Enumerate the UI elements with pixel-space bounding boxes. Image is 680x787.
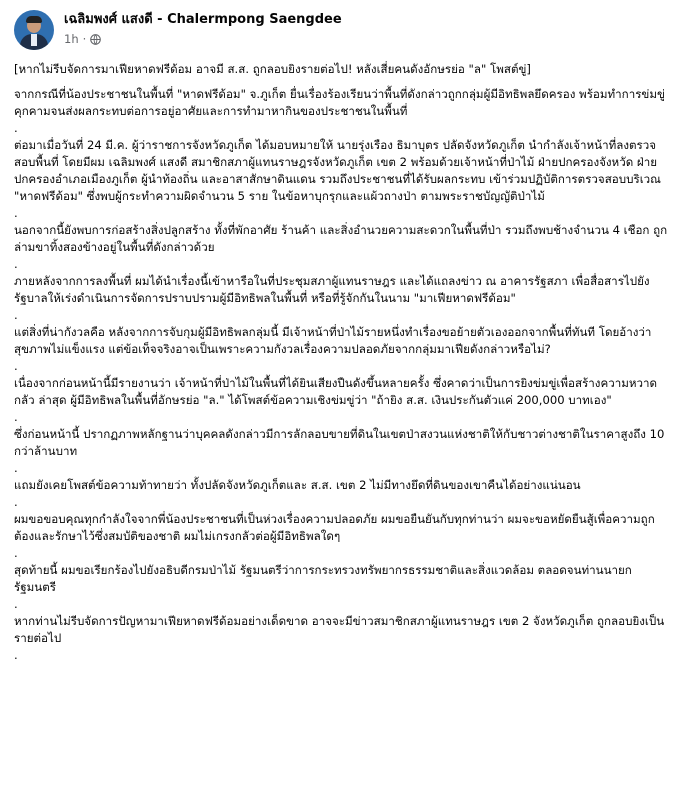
post-paragraph: ภายหลังจากการลงพื้นที่ ผมได้นำเรื่องนี้เข้าหารือในที่ประชุมสภาผู้แทนราษฎร และได้แถลงข่าว ณ อาคารรัฐสภา เพื่อสื่อสารไปยังรัฐบาลให้เร่งดำเนินการจัดการปราบปรามผู้มีอิทธิพลในพื้นที่ หรือที่รู้จักกันในนาม "มาเฟียหาดฟรีด้อม" [14,274,650,305]
separator-dot: . [14,461,18,475]
post-meta [64,10,342,46]
separator-dot: . [14,597,18,611]
post-paragraph: ซึ่งก่อนหน้านี้ ปรากฏภาพหลักฐานว่าบุคคลดังกล่าวมีการลักลอบขายที่ดินในเขตป่าสงวนแห่งชาติให้กับชาวต่างชาติในราคาสูงถึง 10 กว่าล้านบาท [14,427,665,458]
post-paragraph: ต่อมาเมื่อวันที่ 24 มี.ค. ผู้ว่าราชการจังหวัดภูเก็ต ได้มอบหมายให้ นายรุ่งเรือง ธิมาบุตร ปลัดจังหวัดภูเก็ต นำกำลังเจ้าหน้าที่ลงตรวจสอบพื้นที่ โดยมีผม เฉลิมพงศ์ แสงดี สมาชิกสภาผู้แทนราษฎรจังหวัดภูเก็ต เขต 2 พร้อมด้วยเจ้าหน้าที่ป่าไม้ ฝ่ายปกครองจังหวัด ฝ่ายปกครองอำเภอเมืองภูเก็ต ผู้นำท้องถิ่น และอาสาสักษาดินแดน รวมถึงประชาชนที่ได้รับผลกระทบ เข้าร่วมปฏิบัติการตรวจสอบบริเวณ "หาดฟรีด้อม" ซึ่งพบผู้กระทำความผิดจำนวน 5 ราย ในข้อหาบุกรุกและแผ้วถางป่า ตามพระราชบัญญัติป่าไม้ [14,138,661,203]
post-paragraph: หากท่านไม่รีบจัดการปัญหามาเฟียหาดฟรีด้อมอย่างเด็ดขาด อาจจะมีข่าวสมาชิกสภาผู้แทนราษฎร เขต 2 จังหวัดภูเก็ต ถูกลอบยิงเป็นรายต่อไป [14,614,665,645]
post-paragraph: เนื่องจากก่อนหน้านี้มีรายงานว่า เจ้าหน้าที่ป่าไม้ในพื้นที่ได้ยินเสียงปืนดังขึ้นหลายครั้ง ซึ่งคาดว่าเป็นการยิงข่มขู่เพื่อสร้างความหวาดกลัว ล่าสุด ผู้มีอิทธิพลในพื้นที่อักษรย่อ "ล." ได้โพสต์ข้อความเชิงข่มขู่ว่า "ถ้ายิง ส.ส. เงินประกันตัวแค่ 200,000 บาทเอง" [14,376,658,407]
separator-dot: . [14,410,18,424]
post-paragraph: สุดท้ายนี้ ผมขอเรียกร้องไปยังอธิบดีกรมป่าไม้ รัฐมนตรีว่าการกระทรวงทรัพยากรธรรมชาติและสิ่งแวดล้อม ตลอดจนท่านนายกรัฐมนตรี [14,563,632,594]
post-paragraph: แถมยังเคยโพสต์ข้อความท้าทายว่า ทั้งปลัดจังหวัดภูเก็ตและ ส.ส. เขต 2 ไม่มีทางยึดที่ดินของเขาคืนได้อย่างแน่นอน [14,478,581,492]
separator-dot: . [14,359,18,373]
author-name[interactable]: เฉลิมพงศ์ แสงดี - Chalermpong Saengdee [64,12,342,27]
separator-dot: . [14,257,18,271]
post-subline [64,32,342,46]
separator-dot: . [14,206,18,220]
post-paragraph: ผมขอขอบคุณทุกกำลังใจจากพี่น้องประชาชนที่เป็นห่วงเรื่องความปลอดภัย ผมขอยืนยันกับทุกท่านว่า ผมจะขอหยัดยืนสู้เพื่อความถูกต้องและรักษาไว้ซึ่งสมบัติของชาติ ผมไม่เกรงกลัวต่อผู้มีอิทธิพลใดๆ [14,512,655,543]
separator-dot: . [14,546,18,560]
separator-dot: . [14,121,18,135]
author-avatar[interactable] [14,10,54,50]
globe-icon[interactable] [90,34,101,45]
separator-dot: . [14,648,18,662]
post-paragraph: จากกรณีที่น้องประชาชนในพื้นที่ "หาดฟรีด้อม" จ.ภูเก็ต ยื่นเรื่องร้องเรียนว่าพื้นที่ดังกล่าวถูกกลุ่มผู้มีอิทธิพลยึดครอง พร้อมทำการข่มขู่คุกคามจนส่งผลกระทบต่อการอยู่อาศัยและการทำมาหากินของประชาชนในพื้นที่ [14,87,665,118]
post-body [14,61,670,664]
post-paragraph: นอกจากนี้ยังพบการก่อสร้างสิ่งปลูกสร้าง ทั้งที่พักอาศัย ร้านค้า และสิ่งอำนวยความสะดวกในพื้นที่ป่า รวมถึงพบช้างจำนวน 4 เชือก ถูกล่ามขาทิ้งสองข้างอยู่ในพื้นที่ดังกล่าวด้วย [14,223,668,254]
post-header [14,10,342,50]
meta-dot: · [82,32,87,46]
post-headline: [หากไม่รีบจัดการมาเฟียหาดฟรีด้อม อาจมี ส.ส. ถูกลอบยิงรายต่อไป! หลังเสี่ยคนดังอักษรย่อ "ล" โพสต์ขู่] [14,62,531,76]
post-paragraph: แต่สิ่งที่น่ากังวลคือ หลังจากการจับกุมผู้มีอิทธิพลกลุ่มนี้ มีเจ้าหน้าที่ป่าไม้รายหนึ่งทำเรื่องขอย้ายตัวเองออกจากพื้นที่ทันที โดยอ้างว่าสุขภาพไม่แข็งแรง แต่ข้อเท็จจริงอาจเป็นเพราะความกังวลเรื่องความปลอดภัยจากกลุ่มมาเฟียดังกล่าวหรือไม่? [14,325,652,356]
separator-dot: . [14,308,18,322]
post-time[interactable]: 1h [64,32,79,46]
separator-dot: . [14,495,18,509]
